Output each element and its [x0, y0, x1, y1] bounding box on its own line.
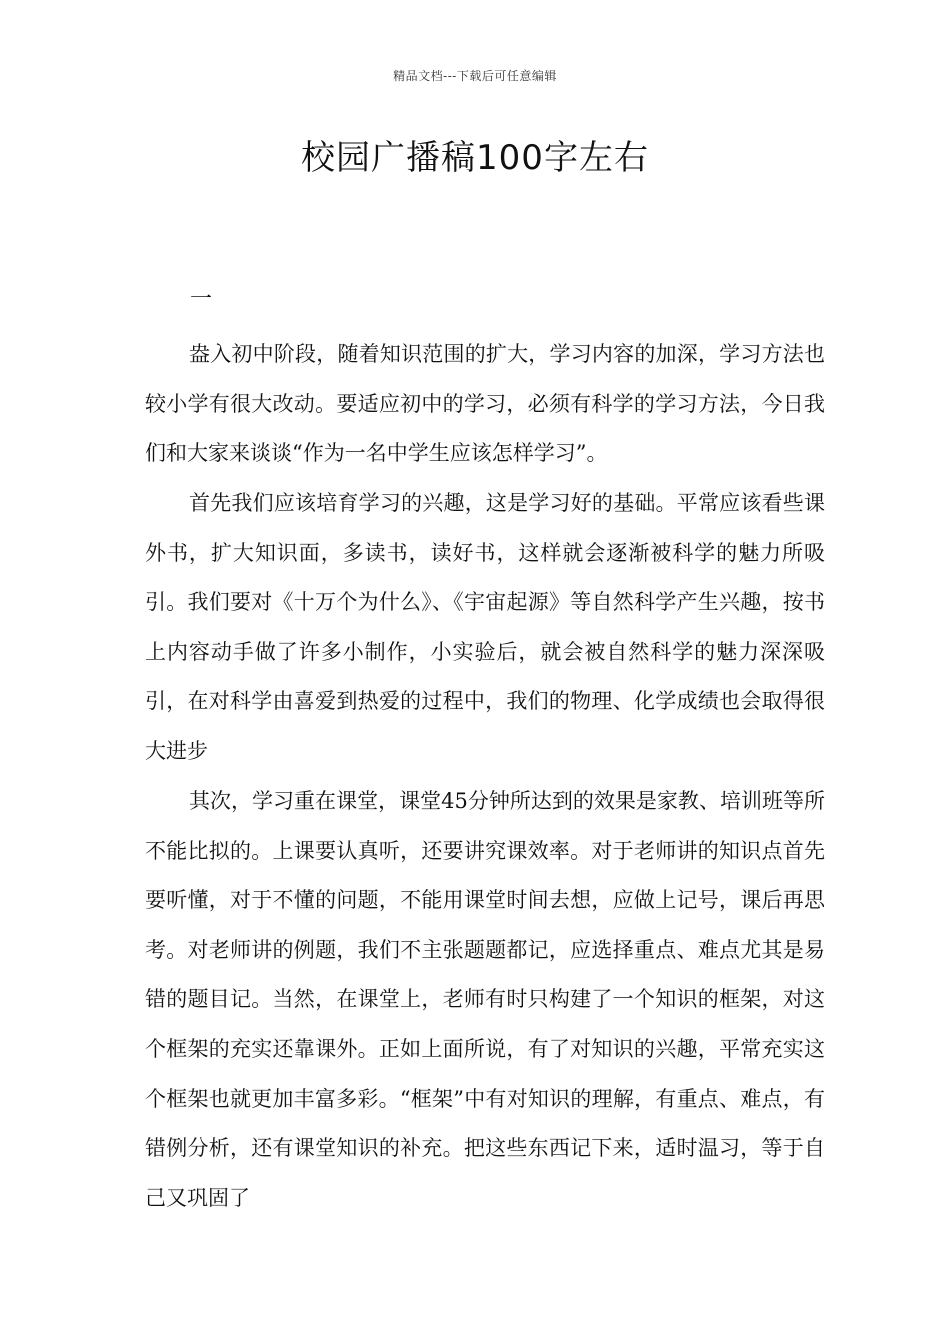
body-paragraph-2: 首先我们应该培育学习的兴趣，这是学习好的基础。平常应该看些课外书，扩大知识面，多读书，读好书，这样就会逐渐被科学的魅力所吸引。我们要对《十万个为什么》、《宇宙起源》等自然科学产生兴趣，按书上内容动手做了许多小制作，小实验后，就会被自然科学的魅力深深吸引，在对科学由喜爱到热爱的过程中，我们的物理、化学成绩也会取得很大进步 — [145, 491, 825, 763]
body-paragraph-1: 盎入初中阶段，随着知识范围的扩大，学习内容的加深，学习方法也较小学有很大改动。要适应初中的学习，必须有科学的学习方法，今日我们和大家来谈谈“作为一名中学生应该怎样学习”。 — [145, 342, 825, 466]
section-number: 一 — [190, 287, 213, 312]
body-paragraph-3: 其次，学习重在课堂，课堂45分钟所达到的效果是家教、培训班等所不能比拟的。上课要认真听，还要讲究课效率。对于老师讲的知识点首先要听懂，对于不懂的问题，不能用课堂时间去想，应做上记号，课后再思考。对老师讲的例题，我们不主张题题都记，应选择重点、难点尤其是易错的题目记。当然，在课堂上，老师有时只构建了一个知识的框架，对这个框架的充实还靠课外。正如上面所说，有了对知识的兴趣，平常充实这个框架也就更加丰富多彩。“框架”中有对知识的理解，有重点、难点，有错例分析，还有课堂知识的补充。把这些东西记下来，适时温习，等于自己又巩固了 — [145, 789, 825, 1210]
document-title: 校园广播稿100字左右 — [301, 138, 649, 178]
header-note: 精品文档---下载后可任意编辑 — [393, 69, 557, 83]
